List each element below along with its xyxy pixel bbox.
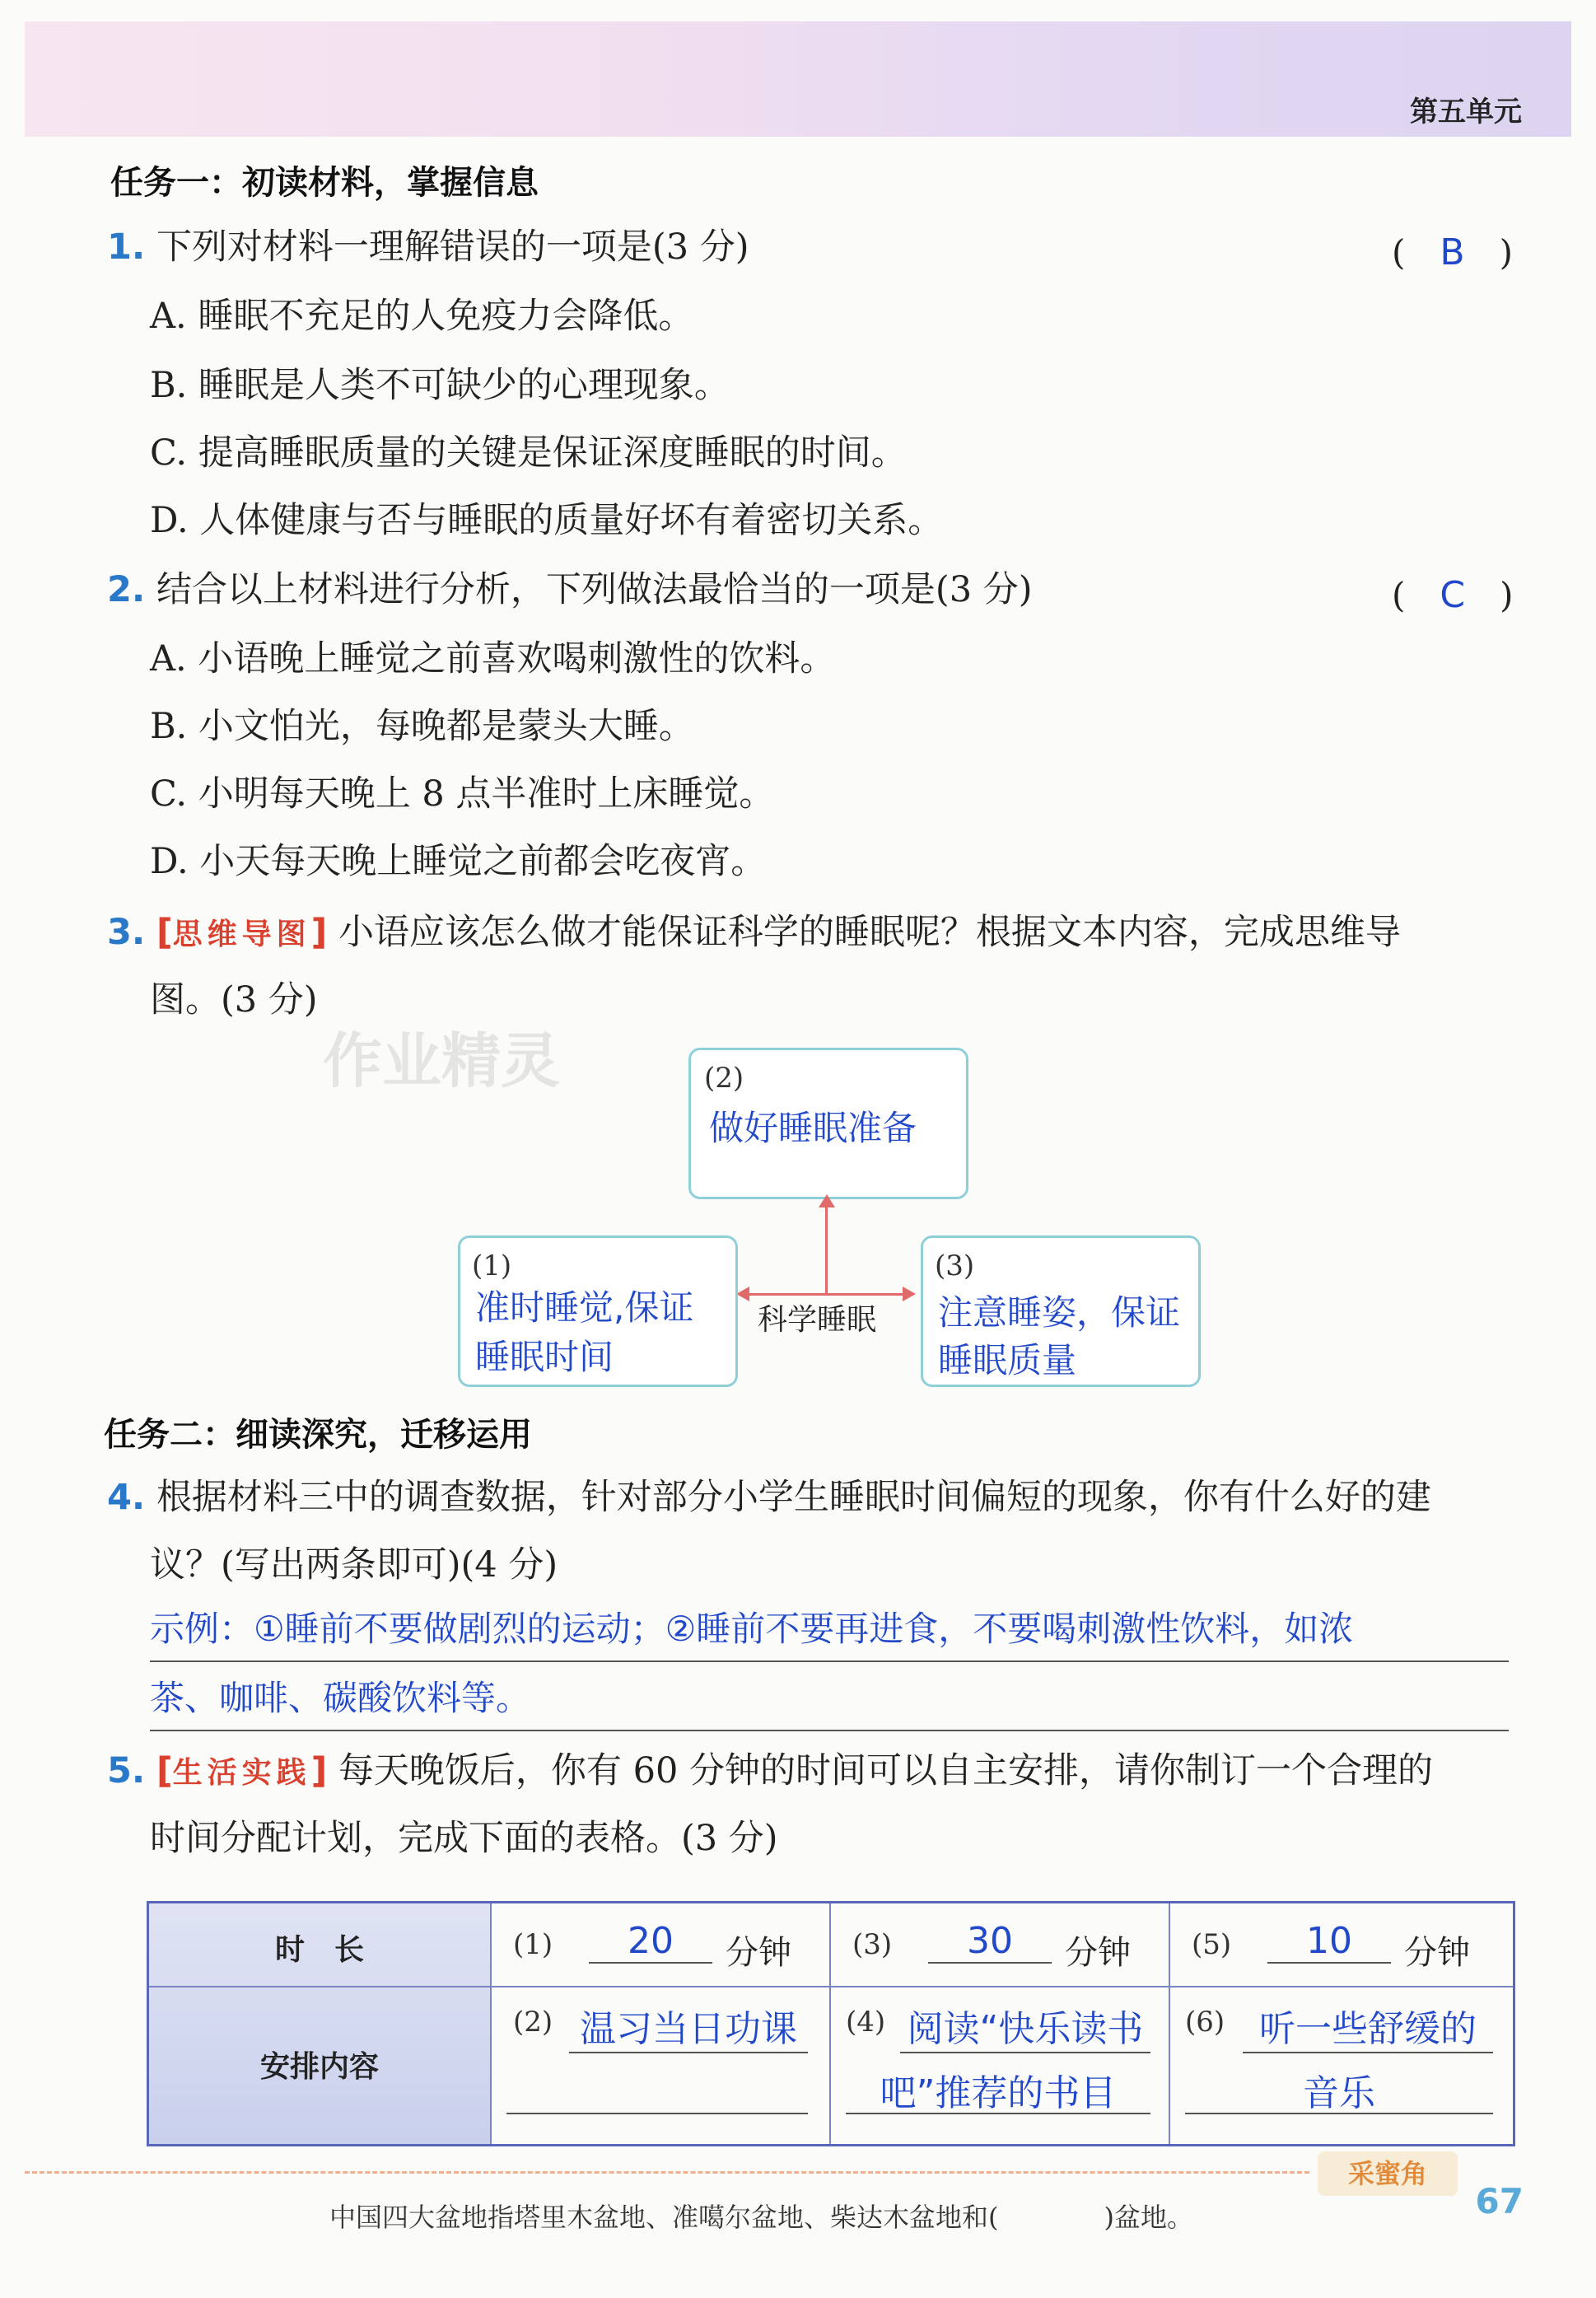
q3-stem-line2: 图。(3 分) [150,979,318,1021]
q4-answer-line1: 示例：①睡前不要做剧烈的运动；②睡前不要再进食，不要喝刺激性饮料，如浓 [150,1609,1354,1649]
q4-stem-row [107,1474,1431,1520]
q2-option-b: B. 小文怕光，每晚都是蒙头大睡。 [150,706,694,747]
q1-option-a: A. 睡眠不充足的人免疫力会降低。 [150,296,694,337]
plan-col-2 [834,1903,1167,2147]
mindmap-box-3-answer-line1: 注意睡姿，保证 [938,1292,1181,1333]
mindmap-arrow-up [825,1204,828,1295]
q4-stem-line2: 议？(写出两条即可)(4 分) [150,1544,558,1586]
header-banner [25,21,1571,137]
plan-col-2-content-line2: 吧”推荐的书目 [846,2063,1150,2114]
plan-col-3-dur-num: (5) [1192,1928,1232,1961]
q1-number: 1. [107,227,146,268]
mindmap-center: 科学睡眠 [758,1303,877,1337]
unit-title: 第五单元 [1410,96,1522,128]
plan-col-3-content-line2: 音乐 [1185,2063,1493,2114]
q1-option-b: B. 睡眠是人类不可缺少的心理现象。 [150,365,730,406]
plan-table-col-divider-1 [490,1903,492,2144]
task1-title: 任务一：初读材料，掌握信息 [110,164,539,202]
q2-stem: 结合以上材料进行分析，下列做法最恰当的一项是(3 分) [156,569,1033,610]
q2-stem-row [107,567,1033,613]
q2-option-c: C. 小明每天晚上 8 点半准时上床睡觉。 [150,773,775,815]
q4-stem-line1: 根据材料三中的调查数据，针对部分小学生睡眠时间偏短的现象，你有什么好的建 [156,1477,1431,1518]
q1-stem-row [107,224,749,270]
q2-answer-bracket: ( C ) [1392,574,1514,616]
plan-row-duration-label: 时 长 [274,1933,364,1967]
mindmap-arrow-horizontal [749,1293,903,1296]
arrowhead-left-icon [736,1287,749,1301]
plan-col-1-duration: 20 [589,1920,712,1964]
q2-answer: C [1440,574,1466,616]
mindmap-box-3 [921,1235,1201,1387]
footer-dashed-line [25,2171,1309,2174]
plan-col-2-content-line1: 阅读“快乐读书 [900,1999,1150,2053]
plan-col-1-content-line2 [506,2063,808,2114]
q2-number: 2. [107,569,146,610]
plan-table-col-divider-3 [1169,1903,1170,2144]
q5-stem-row [107,1748,1433,1796]
mindmap-box-1-answer-line1: 准时睡觉,保证 [475,1287,694,1328]
arrowhead-up-icon [819,1194,835,1207]
plan-col-3-content-line1: 听一些舒缓的 [1243,1999,1493,2053]
plan-row-content-label: 安排内容 [259,2050,379,2084]
footer-note: 中国四大盆地指塔里木盆地、准噶尔盆地、柴达木盆地和( )盆地。 [329,2202,1193,2233]
q3-stem-row [107,909,1401,958]
q5-number: 5. [107,1750,146,1791]
plan-col-3 [1174,1903,1513,2147]
q2-option-a: A. 小语晚上睡觉之前喜欢喝刺激性的饮料。 [150,638,836,680]
q5-stem-line1: 每天晚饭后，你有 60 分钟的时间可以自主安排，请你制订一个合理的 [338,1750,1433,1791]
q3-tag: [思维导图] [156,912,328,953]
q5-tag: [生活实践] [156,1750,328,1791]
plan-col-1-unit: 分钟 [726,1934,791,1972]
plan-col-3-content-num: (6) [1185,2006,1225,2039]
mindmap-box-1 [458,1235,738,1387]
q4-number: 4. [107,1477,146,1518]
mindmap-box-2 [688,1048,968,1199]
q2-option-d: D. 小天每天晚上睡觉之前都会吃夜宵。 [150,841,767,882]
q3-tag-label: 思维导图 [172,918,311,951]
plan-col-2-content-num: (4) [846,2006,886,2039]
plan-col-3-duration: 10 [1267,1920,1391,1964]
q1-option-d: D. 人体健康与否与睡眠的质量好坏有着密切关系。 [150,500,944,541]
q1-answer: B [1440,231,1465,273]
watermark: 作业精灵 [323,1026,561,1095]
q3-stem-line1: 小语应该怎么做才能保证科学的睡眠呢？根据文本内容，完成思维导 [338,912,1401,953]
q1-answer-bracket: ( B ) [1392,231,1513,273]
task2-title: 任务二：细读深究，迁移运用 [104,1416,532,1454]
q5-stem-line2: 时间分配计划，完成下面的表格。(3 分) [150,1818,778,1859]
plan-col-1-content-line1: 温习当日功课 [569,1999,808,2053]
q4-answer-underline-2 [150,1730,1509,1731]
plan-col-1 [495,1903,828,2147]
page-number: 67 [1475,2181,1524,2221]
q4-answer-underline-1 [150,1660,1509,1662]
mindmap-box-3-answer-line2: 睡眠质量 [938,1340,1077,1380]
q5-tag-label: 生活实践 [172,1756,311,1790]
arrowhead-right-icon [903,1287,916,1301]
mindmap-box-1-number: (1) [472,1249,512,1282]
q4-answer-line2: 茶、咖啡、碳酸饮料等。 [150,1678,531,1718]
plan-col-2-duration: 30 [928,1920,1052,1964]
q1-stem: 下列对材料一理解错误的一项是(3 分) [156,227,749,268]
plan-col-2-dur-num: (3) [852,1928,893,1961]
q1-option-c: C. 提高睡眠质量的关键是保证深度睡眠的时间。 [150,432,907,474]
plan-col-3-unit: 分钟 [1404,1934,1470,1972]
plan-table [147,1901,1515,2146]
plan-col-1-dur-num: (1) [513,1928,553,1961]
mindmap-box-3-number: (3) [935,1249,975,1282]
plan-col-2-unit: 分钟 [1065,1934,1131,1972]
q3-number: 3. [107,912,146,953]
mindmap-box-2-number: (2) [704,1062,744,1095]
corner-label: 采蜜角 [1318,2151,1458,2196]
plan-col-1-content-num: (2) [513,2006,553,2039]
mindmap-box-2-answer: 做好睡眠准备 [709,1108,917,1148]
mindmap-box-1-answer-line2: 睡眠时间 [475,1337,614,1377]
plan-table-col-divider-2 [829,1903,831,2144]
